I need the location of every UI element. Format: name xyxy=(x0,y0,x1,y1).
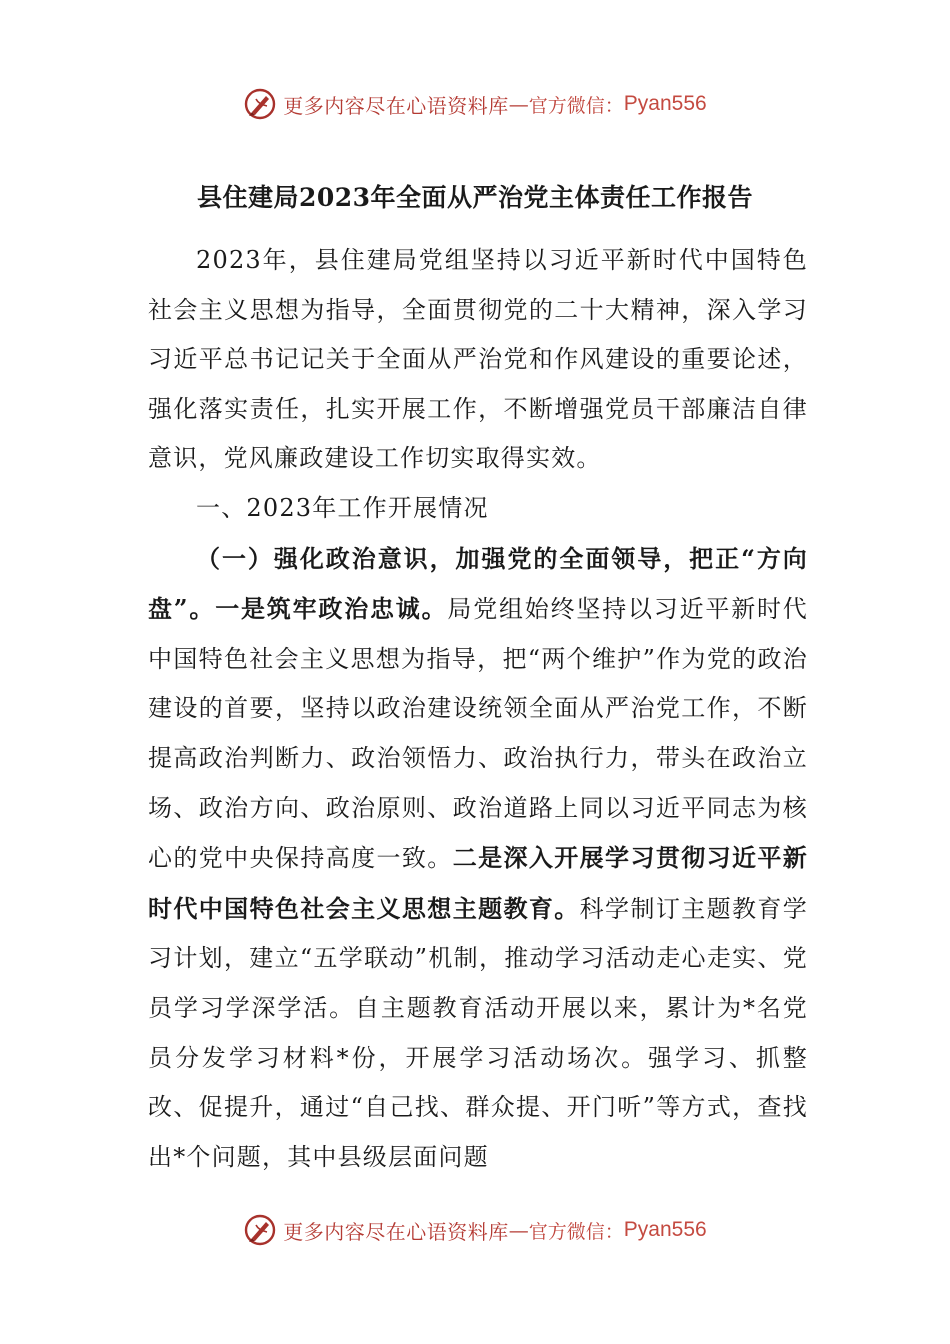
watermark-dash: — xyxy=(508,1218,529,1242)
watermark-label: 官方微信： xyxy=(528,94,624,117)
point-heading: 二是深入开展学习贯彻习近平新时代中国特色社会主义思想主题教育。 xyxy=(148,843,808,923)
pen-logo-icon xyxy=(243,87,277,121)
point-text: 科学制订主题教育学习计划，建立“五学联动”机制，推动学习活动走心走实、党员学习学深学活。自主题教育活动开展以来，累计为*名党员分发学习材料*份，开展学习活动场次。强学习、抓整改、促提升，通过“自己找、群众提、开门听”等方式，查找出*个问题，其中县级层面问题 xyxy=(148,894,808,1171)
watermark-text: 更多内容尽在心语资料库 xyxy=(283,93,509,118)
watermark-label: 官方微信： xyxy=(528,1220,624,1243)
watermark-dash: — xyxy=(508,92,529,116)
footer-watermark xyxy=(0,1210,950,1250)
watermark-id: Pyan556 xyxy=(623,1218,707,1241)
subsection-heading: （一）强化政治意识，加强党的全面领导，把正“方向盘”。 xyxy=(148,543,808,624)
document-title: 县住建局2023年全面从严治党主体责任工作报告 xyxy=(196,183,754,212)
header-watermark xyxy=(0,84,950,124)
document-body xyxy=(148,236,808,1182)
section-heading: 一、2023年工作开展情况 xyxy=(196,493,489,522)
intro-paragraph: 2023年，县住建局党组坚持以习近平新时代中国特色社会主义思想为指导，全面贯彻党的二十大精神，深入学习习近平总书记记关于全面从严治党和作风建设的重要论述，强化落实责任，扎实开展工作，不断增强党员干部廉洁自律意识，党风廉政建设工作切实取得实效。 xyxy=(148,246,808,473)
pen-logo-icon xyxy=(243,1213,277,1247)
point-text: 局党组始终坚持以习近平新时代中国特色社会主义思想为指导，把“两个维护”作为党的政治建设的首要，坚持以政治建设统领全面从严治党工作，不断提高政治判断力、政治领悟力、政治执行力，带头在政治立场、政治方向、政治原则、政治道路上同以习近平同志为核心的党中央保持高度一致。 xyxy=(148,595,808,873)
section-paragraph xyxy=(148,534,808,1183)
point-heading: 一是筑牢政治忠诚。 xyxy=(215,594,448,624)
watermark-text: 更多内容尽在心语资料库 xyxy=(283,1219,509,1244)
watermark-id: Pyan556 xyxy=(623,92,707,115)
